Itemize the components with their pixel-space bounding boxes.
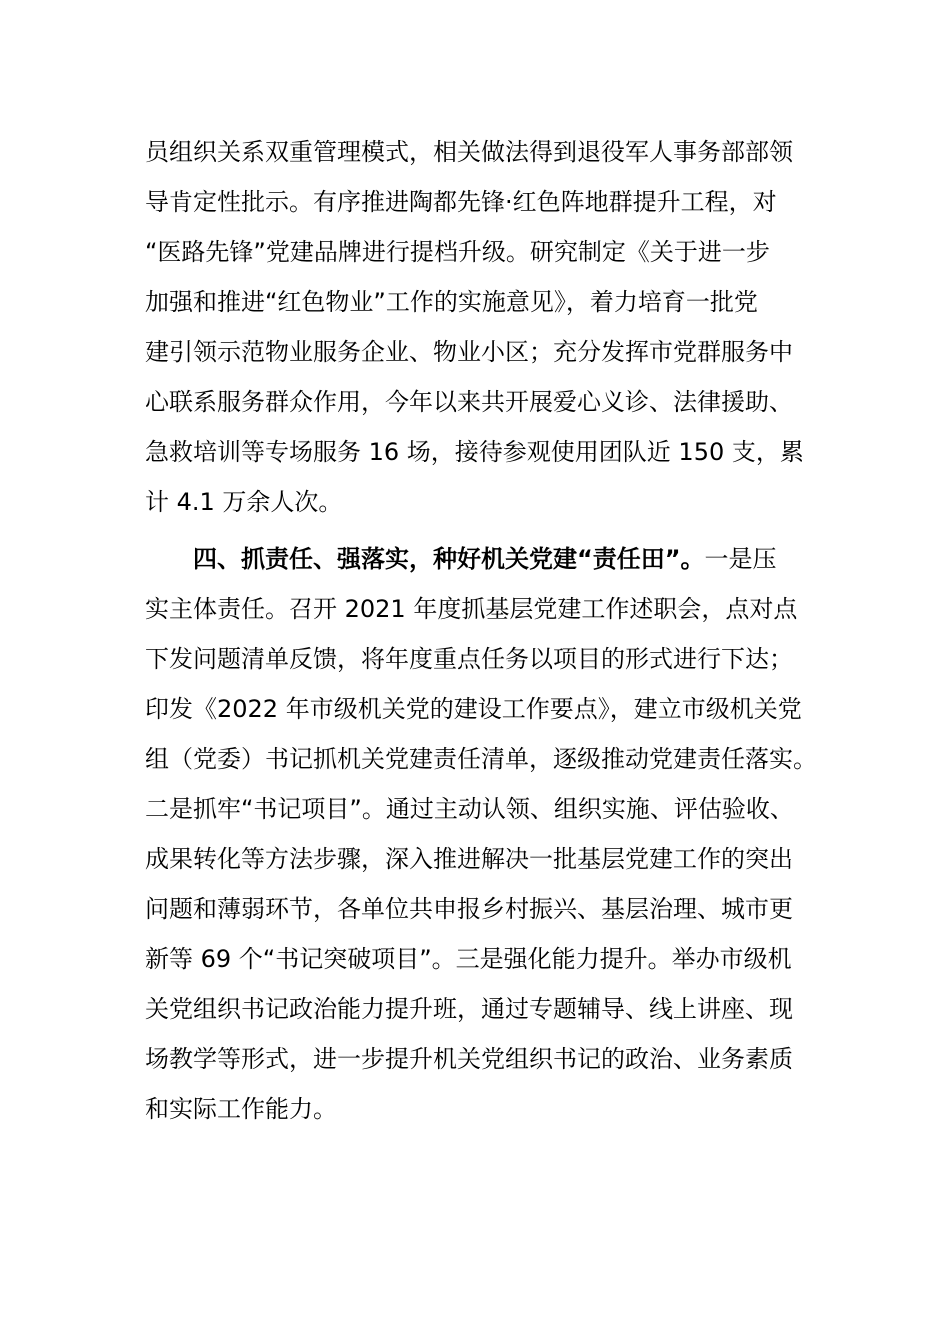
paragraph-1-line: “医路先锋”党建品牌进行提档升级。研究制定《关于进一步	[145, 238, 770, 266]
paragraph-2-line: 组（党委）书记抓机关党建责任清单，逐级推动党建责任落实。	[145, 745, 817, 773]
paragraph-2-line: 和实际工作能力。	[145, 1095, 337, 1123]
paragraph-1-line: 急救培训等专场服务 16 场，接待参观使用团队近 150 支，累	[145, 438, 804, 466]
paragraph-2-line: 问题和薄弱环节，各单位共申报乡村振兴、基层治理、城市更	[145, 895, 793, 923]
paragraph-2-line: 关党组织书记政治能力提升班，通过专题辅导、线上讲座、现	[145, 995, 793, 1023]
paragraph-2-first-line	[193, 543, 777, 575]
paragraph-2-line: 成果转化等方法步骤，深入推进解决一批基层党建工作的突出	[145, 845, 793, 873]
paragraph-2-line: 新等 69 个“书记突破项目”。三是强化能力提升。举办市级机	[145, 945, 792, 973]
paragraph-1-line: 员组织关系双重管理模式，相关做法得到退役军人事务部部领	[145, 138, 793, 166]
paragraph-2-line: 下发问题清单反馈，将年度重点任务以项目的形式进行下达；	[145, 645, 793, 673]
paragraph-1-line: 加强和推进“红色物业”工作的实施意见》，着力培育一批党	[145, 288, 758, 316]
paragraph-1-line: 建引领示范物业服务企业、物业小区；充分发挥市党群服务中	[145, 338, 793, 366]
paragraph-1-line: 计 4.1 万余人次。	[145, 488, 343, 516]
paragraph-1-line: 心联系服务群众作用，今年以来共开展爱心义诊、法律援助、	[145, 388, 793, 416]
paragraph-1-line: 导肯定性批示。有序推进陶都先锋·红色阵地群提升工程，对	[145, 188, 777, 216]
section-heading: 四、抓责任、强落实，种好机关党建“责任田”。	[193, 545, 705, 573]
paragraph-2-line: 二是抓牢“书记项目”。通过主动认领、组织实施、评估验收、	[145, 795, 794, 823]
section-heading-continuation: 一是压	[704, 545, 777, 573]
paragraph-2-line: 场教学等形式，进一步提升机关党组织书记的政治、业务素质	[145, 1045, 793, 1073]
paragraph-2-line: 印发《2022 年市级机关党的建设工作要点》，建立市级机关党	[145, 695, 802, 723]
paragraph-2-line: 实主体责任。召开 2021 年度抓基层党建工作述职会，点对点	[145, 595, 798, 623]
